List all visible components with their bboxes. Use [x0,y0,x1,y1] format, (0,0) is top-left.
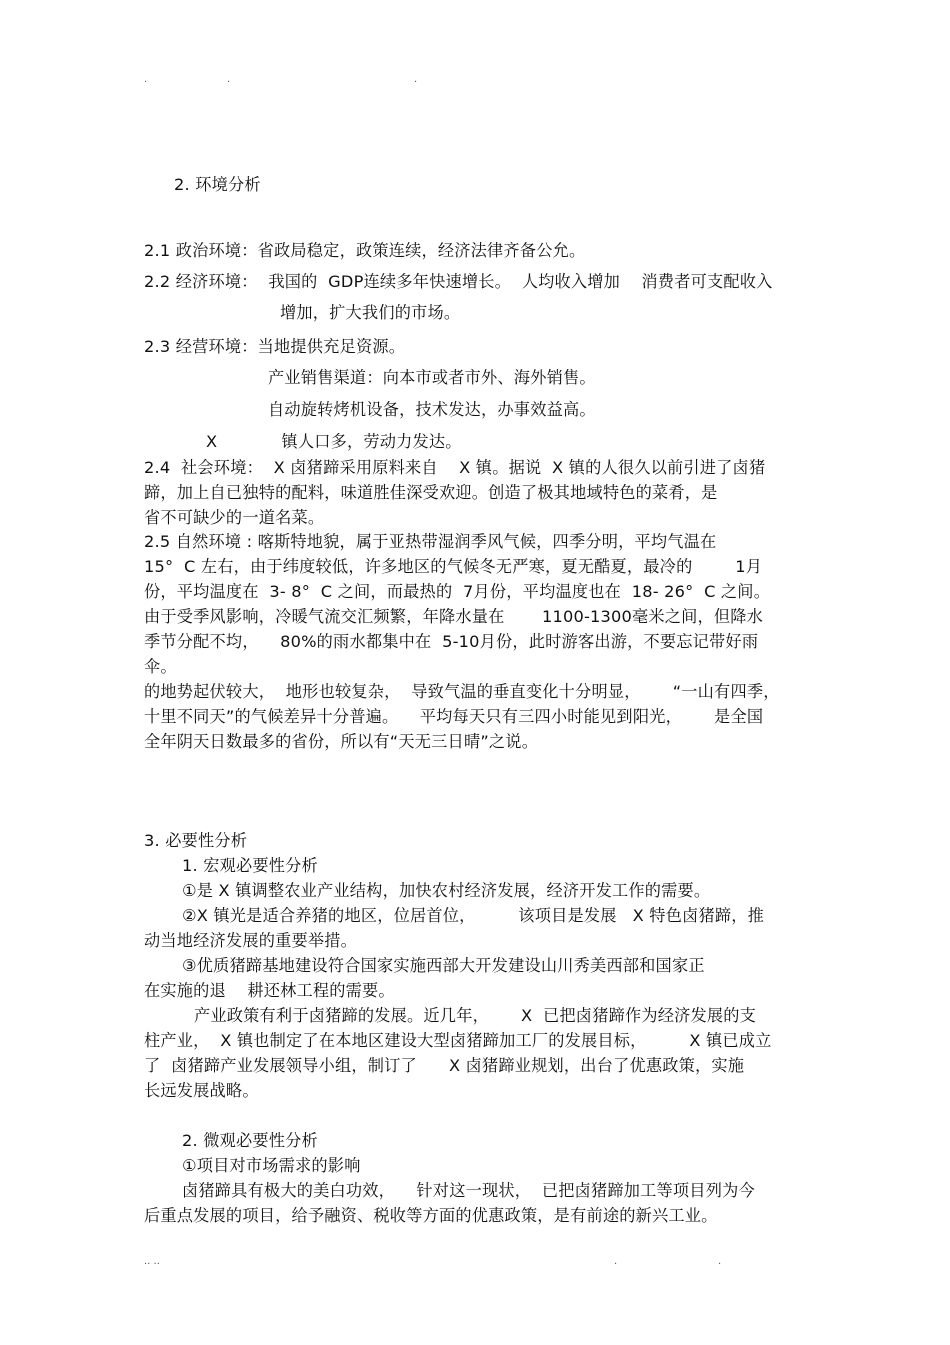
subsection-heading: 1. 宏观必要性分析 [182,856,318,875]
text-line: 省不可缺少的一道名菜。 [144,508,325,527]
text-line: 季节分配不均， 80%的雨水都集中在 5-10月份，此时游客出游，不要忘记带好雨 [144,632,759,651]
text-line: 产业销售渠道：向本市或者市外、海外销售。 [268,368,596,387]
text-line: 2.3 经营环境：当地提供充足资源。 [144,337,406,356]
text-line: 2.1 政治环境：省政局稳定，政策连续，经济法律齐备公允。 [144,241,586,260]
text-line: 2.2 经济环境： 我国的 GDP连续多年快速增长。 人均收入增加 消费者可支配收入 [144,272,773,291]
text-line: 的地势起伏较大， 地形也较复杂， 导致气温的垂直变化十分明显， “一山有四季， [144,682,780,701]
text-line: 十里不同天”的气候差异十分普遍。 平均每天只有三四小时能见到阳光， 是全国 [144,707,764,726]
text-line: 全年阴天日数最多的省份，所以有“天无三日晴”之说。 [144,732,539,751]
text-line: ②X 镇光是适合养猪的地区，位居首位， 该项目是发展 X 特色卤猪蹄，推 [182,906,765,925]
footer-mark: . [718,1256,722,1267]
text-line: 动当地经济发展的重要举措。 [144,931,358,950]
text-line: 卤猪蹄具有极大的美白功效， 针对这一现状， 已把卤猪蹄加工等项目列为今 [182,1181,755,1200]
text-line: X 镇人口多，劳动力发达。 [206,432,462,451]
text-line: 在实施的退 耕还林工程的需要。 [144,981,395,1000]
text-line: 产业政策有利于卤猪蹄的发展。近几年， X 已把卤猪蹄作为经济发展的支 [194,1006,757,1025]
text-line: 伞。 [144,657,177,676]
text-line: ①项目对市场需求的影响 [182,1156,361,1175]
text-line: 2.4 社会环境： X 卤猪蹄采用原料来自 X 镇。据说 X 镇的人很久以前引进了卤猪 [144,458,766,477]
text-line: 长远发展战略。 [144,1081,259,1100]
subsection-heading: 2. 微观必要性分析 [182,1131,318,1150]
text-line: 由于受季风影响，冷暖气流交汇频繁，年降水量在 1100-1300毫米之间，但降水 [144,607,764,626]
text-line: 自动旋转烤机设备，技术发达，办事效益高。 [268,400,596,419]
text-line: 了 卤猪蹄产业发展领导小组，制订了 X 卤猪蹄业规划，出台了优惠政策，实施 [144,1056,745,1075]
footer-mark: . [614,1256,618,1267]
header-mark: . [227,74,231,85]
section-heading: 2. 环境分析 [174,175,261,194]
section-heading: 3. 必要性分析 [144,831,248,850]
footer-mark: .. .. [144,1256,160,1267]
text-line: 份，平均温度在 3- 8° C 之间，而最热的 7月份，平均温度也在 18- 26° C 之间。 [144,582,771,601]
text-line: 蹄，加上自已独特的配料，味道胜佳深受欢迎。创造了极其地域特色的菜肴，是 [144,483,718,502]
text-line: ③优质猪蹄基地建设符合国家实施西部大开发建设山川秀美西部和国家正 [182,956,705,975]
text-line: 15° C 左右，由于纬度较低，许多地区的气候冬无严寒，夏无酷夏，最冷的 1月 [144,557,763,576]
text-line: ①是 X 镇调整农业产业结构，加快农村经济发展，经济开发工作的需要。 [182,881,711,900]
text-line: 2.5 自然环境 : 喀斯特地貌，属于亚热带湿润季风气候，四季分明，平均气温在 [144,532,717,551]
text-line: 后重点发展的项目，给予融资、税收等方面的优惠政策，是有前途的新兴工业。 [144,1206,718,1225]
header-mark: . [414,74,418,85]
text-line: 增加，扩大我们的市场。 [280,303,461,322]
header-mark: . [144,74,148,85]
text-line: 柱产业， X 镇也制定了在本地区建设大型卤猪蹄加工厂的发展目标， X 镇已成立 [144,1031,772,1050]
